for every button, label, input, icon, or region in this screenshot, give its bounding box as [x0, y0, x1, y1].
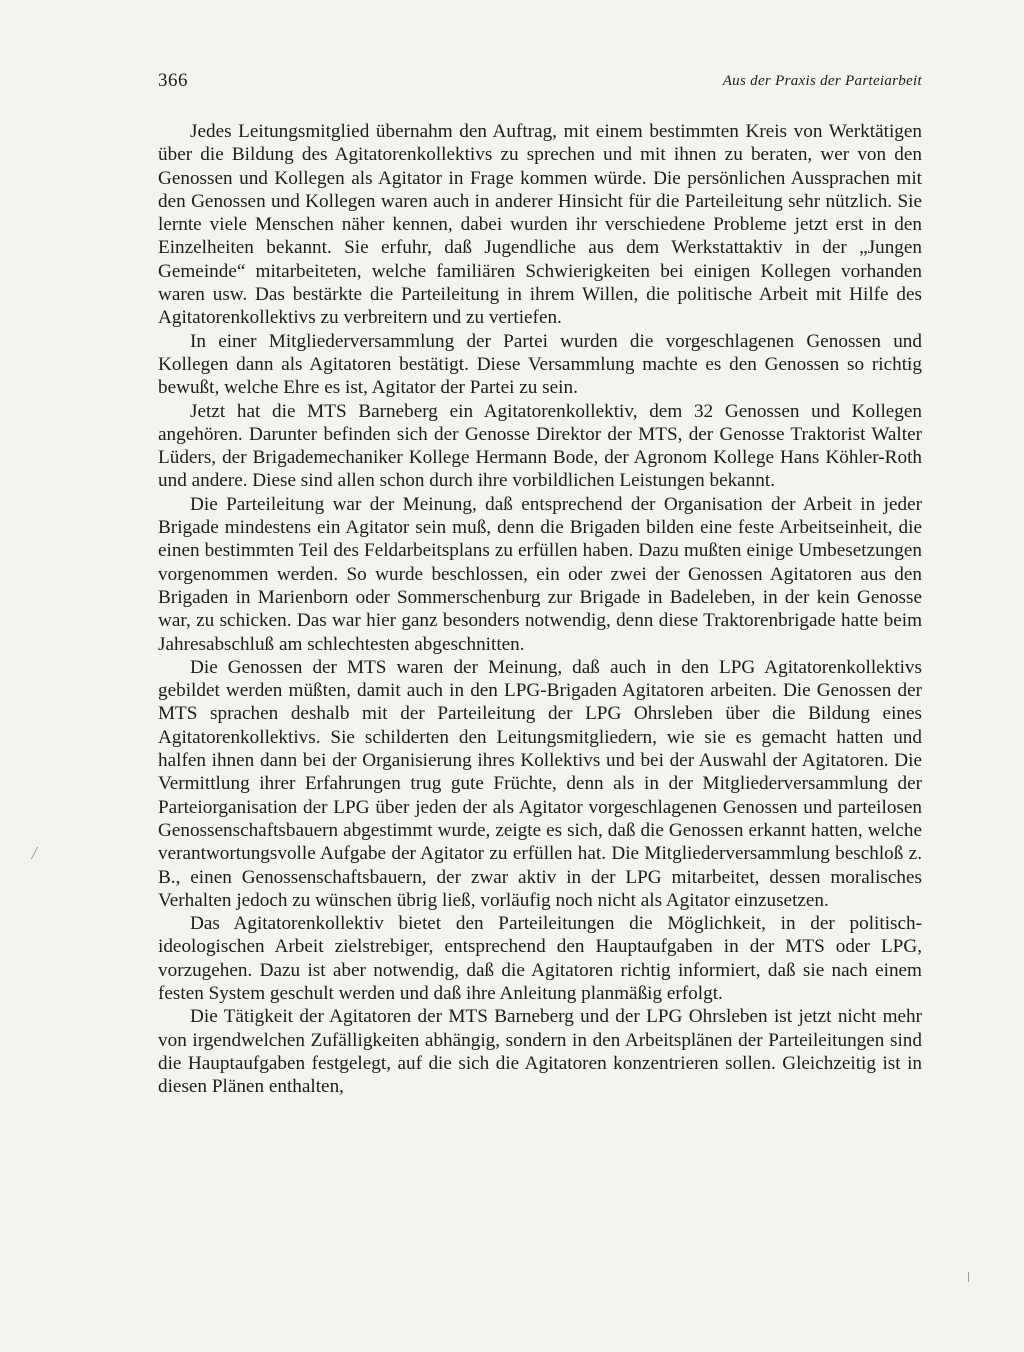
paragraph: Jetzt hat die MTS Barneberg ein Agitatorenkollektiv, dem 32 Genossen und Kollegen angehören. Darunter befinden sich der Genosse Direktor der MTS, der Genosse Traktorist Walter Lüders, der Brigademechaniker Kollege Hermann Bode, der Agronom Kollege Hans Köhler-Roth und andere. Diese sind allen schon durch ihre vorbildlichen Leistungen bekannt. — [158, 400, 922, 492]
paragraph: Das Agitatorenkollektiv bietet den Parteileitungen die Möglichkeit, in der politisch-ideologischen Arbeit zielstrebiger, entsprechend den Hauptaufgaben in der MTS oder LPG, vorzugehen. Dazu ist aber notwendig, daß die Agitatoren richtig informiert, daß sie nach einem festen System geschult werden und daß ihre Anleitung planmäßig erfolgt. — [158, 913, 922, 1004]
paragraph: Die Tätigkeit der Agitatoren der MTS Barneberg und der LPG Ohrsleben ist jetzt nicht mehr von irgendwelchen Zufälligkeiten abhängig, sondern in den Arbeitsplänen der Parteileitungen sind die Hauptaufgaben festgelegt, auf die sich die Agitatoren konzentrieren sollen. Gleichzeitig ist in diesen Plänen enthalten, — [158, 1006, 922, 1098]
running-title: Aus der Praxis der Parteiarbeit — [722, 73, 922, 89]
paragraph: Jedes Leitungsmitglied übernahm den Auftrag, mit einem bestimmten Kreis von Werktätigen über die Bildung des Agitatorenkollektivs zu sprechen und mit ihnen zu beraten, wer von den Genossen und Kollegen als Agitator in Frage kommen würde. Die persönlichen Aussprachen mit den Genossen und Kollegen waren auch in anderer Hinsicht für die Parteileitung sehr nützlich. Sie lernte viele Menschen näher kennen, dabei wurden ihr verschiedene Probleme jetzt erst in den Einzelheiten bekannt. Sie erfuhr, daß Jugendliche aus dem Werkstattaktiv in der „Jungen Gemeinde“ mitarbeiteten, welche familiären Schwierigkeiten bei einigen Kollegen vorhanden waren usw. Das bestärkte die Parteileitung in ihrem Willen, die politische Arbeit mit Hilfe des Agitatorenkollektivs zu verbreitern und zu vertiefen. — [158, 121, 922, 329]
page-number: 366 — [158, 70, 188, 91]
page-header — [158, 70, 922, 96]
paragraph: Die Genossen der MTS waren der Meinung, daß auch in den LPG Agitatorenkollektivs gebildet werden müßten, damit auch in den LPG-Brigaden Agitatoren arbeiten. Die Genossen der MTS sprachen deshalb mit der Parteileitung der LPG Ohrsleben über die Bildung eines Agitatorenkollektivs. Sie schilderten den Leitungsmitgliedern, wie sie es gemacht hatten und halfen ihnen dann bei der Organisierung ihres Kollektivs und bei der Auswahl der Agitatoren. Die Vermittlung ihrer Erfahrungen trug gute Früchte, denn als in der Mitgliederversammlung der Parteiorganisation der LPG über jeden der als Agitator vorgeschlagenen Genossen und parteilosen Genossenschaftsbauern abgestimmt wurde, zeigte es sich, daß die Genossen erkannt hatten, welche verantwortungsvolle Aufgabe der Agitator zu erfüllen hat. Die Mitgliederversammlung beschloß z. B., einen Genossenschaftsbauern, der zwar aktiv in der LPG mitarbeitet, dessen moralisches Verhalten jedoch zu wünschen übrig ließ, vorläufig noch nicht als Agitator einzusetzen. — [158, 656, 922, 911]
paragraph: In einer Mitgliederversammlung der Partei wurden die vorgeschlagenen Genossen und Kollegen dann als Agitatoren bestätigt. Diese Versammlung machte es den Genossen so richtig bewußt, welche Ehre es ist, Agitator der Partei zu sein. — [158, 330, 922, 399]
paragraph: Die Parteileitung war der Meinung, daß entsprechend der Organisation der Arbeit in jeder Brigade mindestens ein Agitator sein muß, denn die Brigaden bilden eine feste Arbeitseinheit, die einen bestimmten Teil des Feldarbeitsplans zu erfüllen haben. Dazu mußten einige Umbesetzungen vorgenommen werden. So wurde beschlossen, ein oder zwei der Genossen Agitatoren aus den Brigaden in Marienborn oder Sommerschenburg zur Brigade in Badeleben, in der kein Genosse war, zu schicken. Das war hier ganz besonders notwendig, denn diese Traktorenbrigade hatte beim Jahresabschluß am schlechtesten abgeschnitten. — [158, 493, 922, 655]
body-text — [158, 120, 922, 1098]
margin-scratch-mark — [968, 1272, 969, 1282]
margin-scratch-mark — [31, 847, 38, 860]
